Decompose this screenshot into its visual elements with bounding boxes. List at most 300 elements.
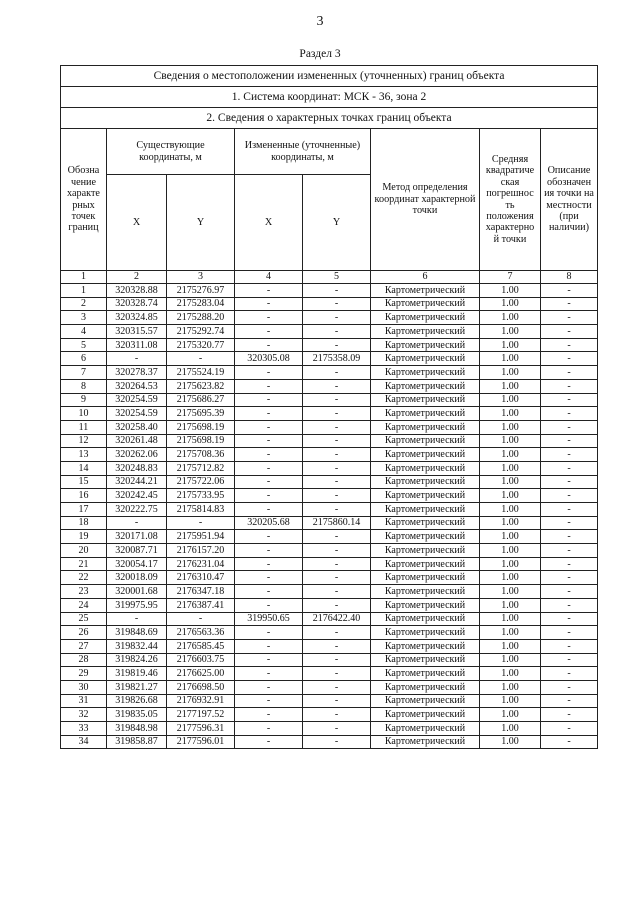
cell-existing-x: 319819.46 — [107, 667, 167, 681]
table-row — [61, 420, 598, 434]
cell-existing-x: 320328.88 — [107, 284, 167, 298]
cell-existing-x: 320222.75 — [107, 503, 167, 517]
cell-existing-y: 2175623.82 — [167, 379, 235, 393]
cell-existing-x: 320264.53 — [107, 379, 167, 393]
cell-changed-y: - — [303, 489, 371, 503]
cell-existing-y: - — [167, 352, 235, 366]
cell-error: 1.00 — [480, 352, 541, 366]
cell-changed-y: - — [303, 598, 371, 612]
coordinate-system: 1. Система координат: МСК - 36, зона 2 — [61, 87, 598, 108]
cell-description: - — [541, 475, 598, 489]
cell-changed-x: - — [235, 722, 303, 736]
cell-description: - — [541, 338, 598, 352]
table-title: Сведения о местоположении измененных (уточненных) границ объекта — [61, 66, 598, 87]
cell-description: - — [541, 284, 598, 298]
table-row — [61, 448, 598, 462]
cell-existing-y: 2175283.04 — [167, 297, 235, 311]
cell-changed-x: - — [235, 297, 303, 311]
cell-changed-x: - — [235, 680, 303, 694]
cell-method: Картометрический — [371, 434, 480, 448]
cell-error: 1.00 — [480, 612, 541, 626]
table-row — [61, 489, 598, 503]
cell-method: Картометрический — [371, 612, 480, 626]
table-row — [61, 544, 598, 558]
cell-existing-y: 2175814.83 — [167, 503, 235, 517]
cell-existing-x: 320171.08 — [107, 530, 167, 544]
cell-error: 1.00 — [480, 434, 541, 448]
cell-description: - — [541, 530, 598, 544]
cell-error: 1.00 — [480, 420, 541, 434]
cell-point-id: 16 — [61, 489, 107, 503]
cell-description: - — [541, 325, 598, 339]
cell-point-id: 14 — [61, 461, 107, 475]
header-changed-x: X — [235, 175, 303, 271]
cell-existing-x: 320261.48 — [107, 434, 167, 448]
cell-existing-x: 320328.74 — [107, 297, 167, 311]
cell-method: Картометрический — [371, 557, 480, 571]
cell-point-id: 34 — [61, 735, 107, 749]
cell-changed-y: - — [303, 366, 371, 380]
header-existing-y: Y — [167, 175, 235, 271]
table-row — [61, 338, 598, 352]
header-existing-coords: Существующие координаты, м — [107, 129, 235, 175]
cell-method: Картометрический — [371, 366, 480, 380]
cell-method: Картометрический — [371, 722, 480, 736]
cell-description: - — [541, 489, 598, 503]
table-row — [61, 680, 598, 694]
cell-changed-y: - — [303, 420, 371, 434]
header-changed-coords: Измененные (уточненные) координаты, м — [235, 129, 371, 175]
cell-point-id: 4 — [61, 325, 107, 339]
cell-method: Картометрический — [371, 653, 480, 667]
cell-description: - — [541, 366, 598, 380]
cell-method: Картометрический — [371, 667, 480, 681]
cell-changed-y: - — [303, 284, 371, 298]
cell-existing-x: 320087.71 — [107, 544, 167, 558]
cell-changed-x: - — [235, 420, 303, 434]
cell-error: 1.00 — [480, 598, 541, 612]
cell-changed-x: - — [235, 571, 303, 585]
cell-error: 1.00 — [480, 297, 541, 311]
cell-existing-x: 320242.45 — [107, 489, 167, 503]
cell-changed-y: - — [303, 434, 371, 448]
cell-changed-x: - — [235, 708, 303, 722]
cell-existing-y: 2175292.74 — [167, 325, 235, 339]
cell-point-id: 1 — [61, 284, 107, 298]
column-number-row — [61, 271, 598, 284]
cell-error: 1.00 — [480, 393, 541, 407]
cell-existing-y: 2176625.00 — [167, 667, 235, 681]
cell-method: Картометрический — [371, 475, 480, 489]
cell-error: 1.00 — [480, 475, 541, 489]
cell-description: - — [541, 680, 598, 694]
cell-existing-y: 2176387.41 — [167, 598, 235, 612]
cell-description: - — [541, 708, 598, 722]
cell-error: 1.00 — [480, 544, 541, 558]
cell-existing-y: 2175686.27 — [167, 393, 235, 407]
cell-existing-y: 2175951.94 — [167, 530, 235, 544]
column-number: 5 — [303, 271, 371, 284]
cell-point-id: 8 — [61, 379, 107, 393]
cell-existing-y: 2176347.18 — [167, 585, 235, 599]
cell-existing-y: 2177596.31 — [167, 722, 235, 736]
cell-description: - — [541, 352, 598, 366]
cell-point-id: 9 — [61, 393, 107, 407]
cell-method: Картометрический — [371, 352, 480, 366]
cell-point-id: 11 — [61, 420, 107, 434]
cell-description: - — [541, 735, 598, 749]
cell-existing-x: 319821.27 — [107, 680, 167, 694]
cell-existing-x: 320244.21 — [107, 475, 167, 489]
cell-changed-x: - — [235, 626, 303, 640]
cell-changed-x: - — [235, 735, 303, 749]
cell-existing-y: 2176563.36 — [167, 626, 235, 640]
cell-point-id: 2 — [61, 297, 107, 311]
table-row — [61, 407, 598, 421]
table-row — [61, 379, 598, 393]
cell-changed-y: - — [303, 557, 371, 571]
cell-changed-y: - — [303, 379, 371, 393]
cell-description: - — [541, 407, 598, 421]
table-row — [61, 284, 598, 298]
cell-method: Картометрический — [371, 448, 480, 462]
cell-point-id: 20 — [61, 544, 107, 558]
cell-changed-x: - — [235, 585, 303, 599]
cell-error: 1.00 — [480, 694, 541, 708]
cell-point-id: 28 — [61, 653, 107, 667]
cell-changed-x: - — [235, 544, 303, 558]
cell-description: - — [541, 379, 598, 393]
cell-existing-y: 2175733.95 — [167, 489, 235, 503]
cell-changed-x: - — [235, 325, 303, 339]
cell-changed-y: - — [303, 338, 371, 352]
cell-error: 1.00 — [480, 311, 541, 325]
cell-point-id: 10 — [61, 407, 107, 421]
cell-changed-x: - — [235, 284, 303, 298]
cell-error: 1.00 — [480, 680, 541, 694]
cell-changed-x: - — [235, 475, 303, 489]
header-error: Средняя квадратиче ская погрешнос ть положения характерно й точки — [480, 129, 541, 271]
cell-existing-x: - — [107, 612, 167, 626]
cell-changed-x: - — [235, 694, 303, 708]
cell-point-id: 17 — [61, 503, 107, 517]
cell-changed-y: 2176422.40 — [303, 612, 371, 626]
column-number: 2 — [107, 271, 167, 284]
cell-point-id: 22 — [61, 571, 107, 585]
cell-method: Картометрический — [371, 708, 480, 722]
cell-changed-y: - — [303, 680, 371, 694]
cell-existing-x: 320248.83 — [107, 461, 167, 475]
table-row — [61, 297, 598, 311]
cell-changed-x: - — [235, 530, 303, 544]
cell-changed-x: - — [235, 639, 303, 653]
cell-changed-y: - — [303, 708, 371, 722]
table-row — [61, 530, 598, 544]
cell-point-id: 29 — [61, 667, 107, 681]
cell-changed-y: - — [303, 722, 371, 736]
cell-existing-y: 2176932.91 — [167, 694, 235, 708]
cell-method: Картометрический — [371, 694, 480, 708]
table-row — [61, 571, 598, 585]
cell-method: Картометрический — [371, 639, 480, 653]
cell-description: - — [541, 434, 598, 448]
header-method: Метод определения координат характерной точки — [371, 129, 480, 271]
cell-changed-x: - — [235, 489, 303, 503]
table-row — [61, 557, 598, 571]
cell-method: Картометрический — [371, 393, 480, 407]
cell-error: 1.00 — [480, 461, 541, 475]
page-number: 3 — [316, 14, 324, 29]
cell-existing-x: 320254.59 — [107, 407, 167, 421]
cell-existing-y: 2175698.19 — [167, 420, 235, 434]
table-row — [61, 352, 598, 366]
cell-existing-y: 2177197.52 — [167, 708, 235, 722]
cell-existing-y: 2177596.01 — [167, 735, 235, 749]
cell-existing-x: 320254.59 — [107, 393, 167, 407]
cell-changed-x: 320205.68 — [235, 516, 303, 530]
cell-changed-y: - — [303, 475, 371, 489]
cell-existing-x: 320018.09 — [107, 571, 167, 585]
table-row — [61, 735, 598, 749]
cell-changed-x: - — [235, 503, 303, 517]
cell-error: 1.00 — [480, 338, 541, 352]
cell-method: Картометрический — [371, 530, 480, 544]
cell-method: Картометрический — [371, 489, 480, 503]
cell-existing-y: 2175722.06 — [167, 475, 235, 489]
table-row — [61, 461, 598, 475]
table-row — [61, 667, 598, 681]
cell-method: Картометрический — [371, 338, 480, 352]
cell-error: 1.00 — [480, 530, 541, 544]
cell-description: - — [541, 598, 598, 612]
table-row — [61, 722, 598, 736]
cell-error: 1.00 — [480, 407, 541, 421]
cell-existing-y: 2175708.36 — [167, 448, 235, 462]
cell-changed-x: - — [235, 434, 303, 448]
cell-method: Картометрический — [371, 284, 480, 298]
cell-description: - — [541, 297, 598, 311]
column-number: 7 — [480, 271, 541, 284]
cell-existing-x: - — [107, 352, 167, 366]
cell-error: 1.00 — [480, 653, 541, 667]
cell-method: Картометрический — [371, 379, 480, 393]
cell-error: 1.00 — [480, 735, 541, 749]
cell-point-id: 31 — [61, 694, 107, 708]
cell-point-id: 13 — [61, 448, 107, 462]
cell-method: Картометрический — [371, 585, 480, 599]
cell-existing-x: 320258.40 — [107, 420, 167, 434]
cell-existing-x: - — [107, 516, 167, 530]
header-description: Описание обозначен ия точки на местности (при наличии) — [541, 129, 598, 271]
cell-description: - — [541, 544, 598, 558]
cell-existing-x: 320311.08 — [107, 338, 167, 352]
table-row — [61, 434, 598, 448]
cell-existing-y: 2175712.82 — [167, 461, 235, 475]
cell-method: Картометрический — [371, 325, 480, 339]
cell-error: 1.00 — [480, 448, 541, 462]
cell-changed-x: - — [235, 557, 303, 571]
cell-error: 1.00 — [480, 516, 541, 530]
cell-point-id: 5 — [61, 338, 107, 352]
cell-error: 1.00 — [480, 708, 541, 722]
cell-changed-x: - — [235, 311, 303, 325]
cell-changed-y: - — [303, 530, 371, 544]
boundary-points-table — [60, 65, 598, 749]
cell-changed-x: - — [235, 393, 303, 407]
cell-error: 1.00 — [480, 571, 541, 585]
cell-existing-y: 2176585.45 — [167, 639, 235, 653]
cell-method: Картометрический — [371, 461, 480, 475]
cell-error: 1.00 — [480, 325, 541, 339]
cell-existing-y: 2175695.39 — [167, 407, 235, 421]
cell-point-id: 18 — [61, 516, 107, 530]
table-row — [61, 585, 598, 599]
cell-existing-y: 2175288.20 — [167, 311, 235, 325]
cell-changed-y: - — [303, 735, 371, 749]
cell-point-id: 3 — [61, 311, 107, 325]
header-changed-y: Y — [303, 175, 371, 271]
cell-error: 1.00 — [480, 585, 541, 599]
cell-description: - — [541, 571, 598, 585]
cell-existing-x: 320278.37 — [107, 366, 167, 380]
cell-changed-y: - — [303, 639, 371, 653]
cell-point-id: 32 — [61, 708, 107, 722]
cell-existing-y: 2175276.97 — [167, 284, 235, 298]
column-number: 6 — [371, 271, 480, 284]
cell-method: Картометрический — [371, 311, 480, 325]
column-number: 1 — [61, 271, 107, 284]
cell-error: 1.00 — [480, 489, 541, 503]
header-point: Обозна чение характе рных точек границ — [61, 129, 107, 271]
cell-existing-x: 319835.05 — [107, 708, 167, 722]
cell-existing-y: 2175698.19 — [167, 434, 235, 448]
cell-changed-x: - — [235, 379, 303, 393]
cell-existing-y: - — [167, 516, 235, 530]
cell-method: Картометрический — [371, 626, 480, 640]
cell-changed-x: - — [235, 338, 303, 352]
cell-error: 1.00 — [480, 639, 541, 653]
cell-changed-y: - — [303, 667, 371, 681]
cell-changed-y: - — [303, 653, 371, 667]
cell-changed-y: - — [303, 407, 371, 421]
cell-changed-x: 319950.65 — [235, 612, 303, 626]
cell-point-id: 6 — [61, 352, 107, 366]
cell-changed-y: - — [303, 297, 371, 311]
table-row — [61, 475, 598, 489]
cell-changed-x: - — [235, 653, 303, 667]
cell-changed-y: - — [303, 626, 371, 640]
column-number: 3 — [167, 271, 235, 284]
cell-point-id: 19 — [61, 530, 107, 544]
cell-point-id: 33 — [61, 722, 107, 736]
cell-changed-y: - — [303, 544, 371, 558]
cell-changed-x: - — [235, 366, 303, 380]
cell-changed-y: - — [303, 461, 371, 475]
cell-changed-y: - — [303, 503, 371, 517]
cell-error: 1.00 — [480, 667, 541, 681]
table-row — [61, 598, 598, 612]
cell-existing-y: 2176231.04 — [167, 557, 235, 571]
cell-description: - — [541, 516, 598, 530]
cell-point-id: 21 — [61, 557, 107, 571]
cell-description: - — [541, 461, 598, 475]
cell-point-id: 24 — [61, 598, 107, 612]
table-row — [61, 325, 598, 339]
cell-existing-y: 2175320.77 — [167, 338, 235, 352]
cell-method: Картометрический — [371, 297, 480, 311]
cell-changed-x: - — [235, 667, 303, 681]
cell-error: 1.00 — [480, 284, 541, 298]
cell-changed-x: - — [235, 448, 303, 462]
cell-method: Картометрический — [371, 544, 480, 558]
cell-point-id: 30 — [61, 680, 107, 694]
cell-point-id: 23 — [61, 585, 107, 599]
cell-changed-x: - — [235, 407, 303, 421]
cell-description: - — [541, 667, 598, 681]
cell-description: - — [541, 420, 598, 434]
cell-point-id: 12 — [61, 434, 107, 448]
cell-description: - — [541, 722, 598, 736]
column-number: 4 — [235, 271, 303, 284]
cell-error: 1.00 — [480, 366, 541, 380]
cell-existing-x: 319826.68 — [107, 694, 167, 708]
cell-changed-y: - — [303, 448, 371, 462]
cell-existing-y: 2176157.20 — [167, 544, 235, 558]
cell-point-id: 26 — [61, 626, 107, 640]
cell-description: - — [541, 612, 598, 626]
cell-point-id: 15 — [61, 475, 107, 489]
cell-method: Картометрический — [371, 571, 480, 585]
cell-existing-y: 2176310.47 — [167, 571, 235, 585]
cell-existing-x: 319848.98 — [107, 722, 167, 736]
cell-changed-y: - — [303, 325, 371, 339]
cell-method: Картометрический — [371, 503, 480, 517]
cell-point-id: 25 — [61, 612, 107, 626]
cell-existing-x: 320001.68 — [107, 585, 167, 599]
cell-existing-x: 319848.69 — [107, 626, 167, 640]
cell-description: - — [541, 557, 598, 571]
cell-existing-x: 319858.87 — [107, 735, 167, 749]
cell-description: - — [541, 626, 598, 640]
cell-changed-y: 2175860.14 — [303, 516, 371, 530]
table-row — [61, 366, 598, 380]
cell-error: 1.00 — [480, 626, 541, 640]
cell-existing-y: 2175524.19 — [167, 366, 235, 380]
cell-method: Картометрический — [371, 420, 480, 434]
cell-existing-x: 320054.17 — [107, 557, 167, 571]
cell-existing-x: 319832.44 — [107, 639, 167, 653]
cell-method: Картометрический — [371, 598, 480, 612]
table-row — [61, 626, 598, 640]
cell-description: - — [541, 653, 598, 667]
cell-changed-x: - — [235, 461, 303, 475]
table-row — [61, 639, 598, 653]
table-row — [61, 694, 598, 708]
header-existing-x: X — [107, 175, 167, 271]
cell-point-id: 27 — [61, 639, 107, 653]
table-row — [61, 516, 598, 530]
cell-description: - — [541, 639, 598, 653]
cell-changed-y: - — [303, 311, 371, 325]
cell-existing-x: 320262.06 — [107, 448, 167, 462]
table-row — [61, 503, 598, 517]
column-number: 8 — [541, 271, 598, 284]
cell-description: - — [541, 448, 598, 462]
cell-error: 1.00 — [480, 557, 541, 571]
cell-description: - — [541, 393, 598, 407]
cell-description: - — [541, 694, 598, 708]
cell-method: Картометрический — [371, 735, 480, 749]
